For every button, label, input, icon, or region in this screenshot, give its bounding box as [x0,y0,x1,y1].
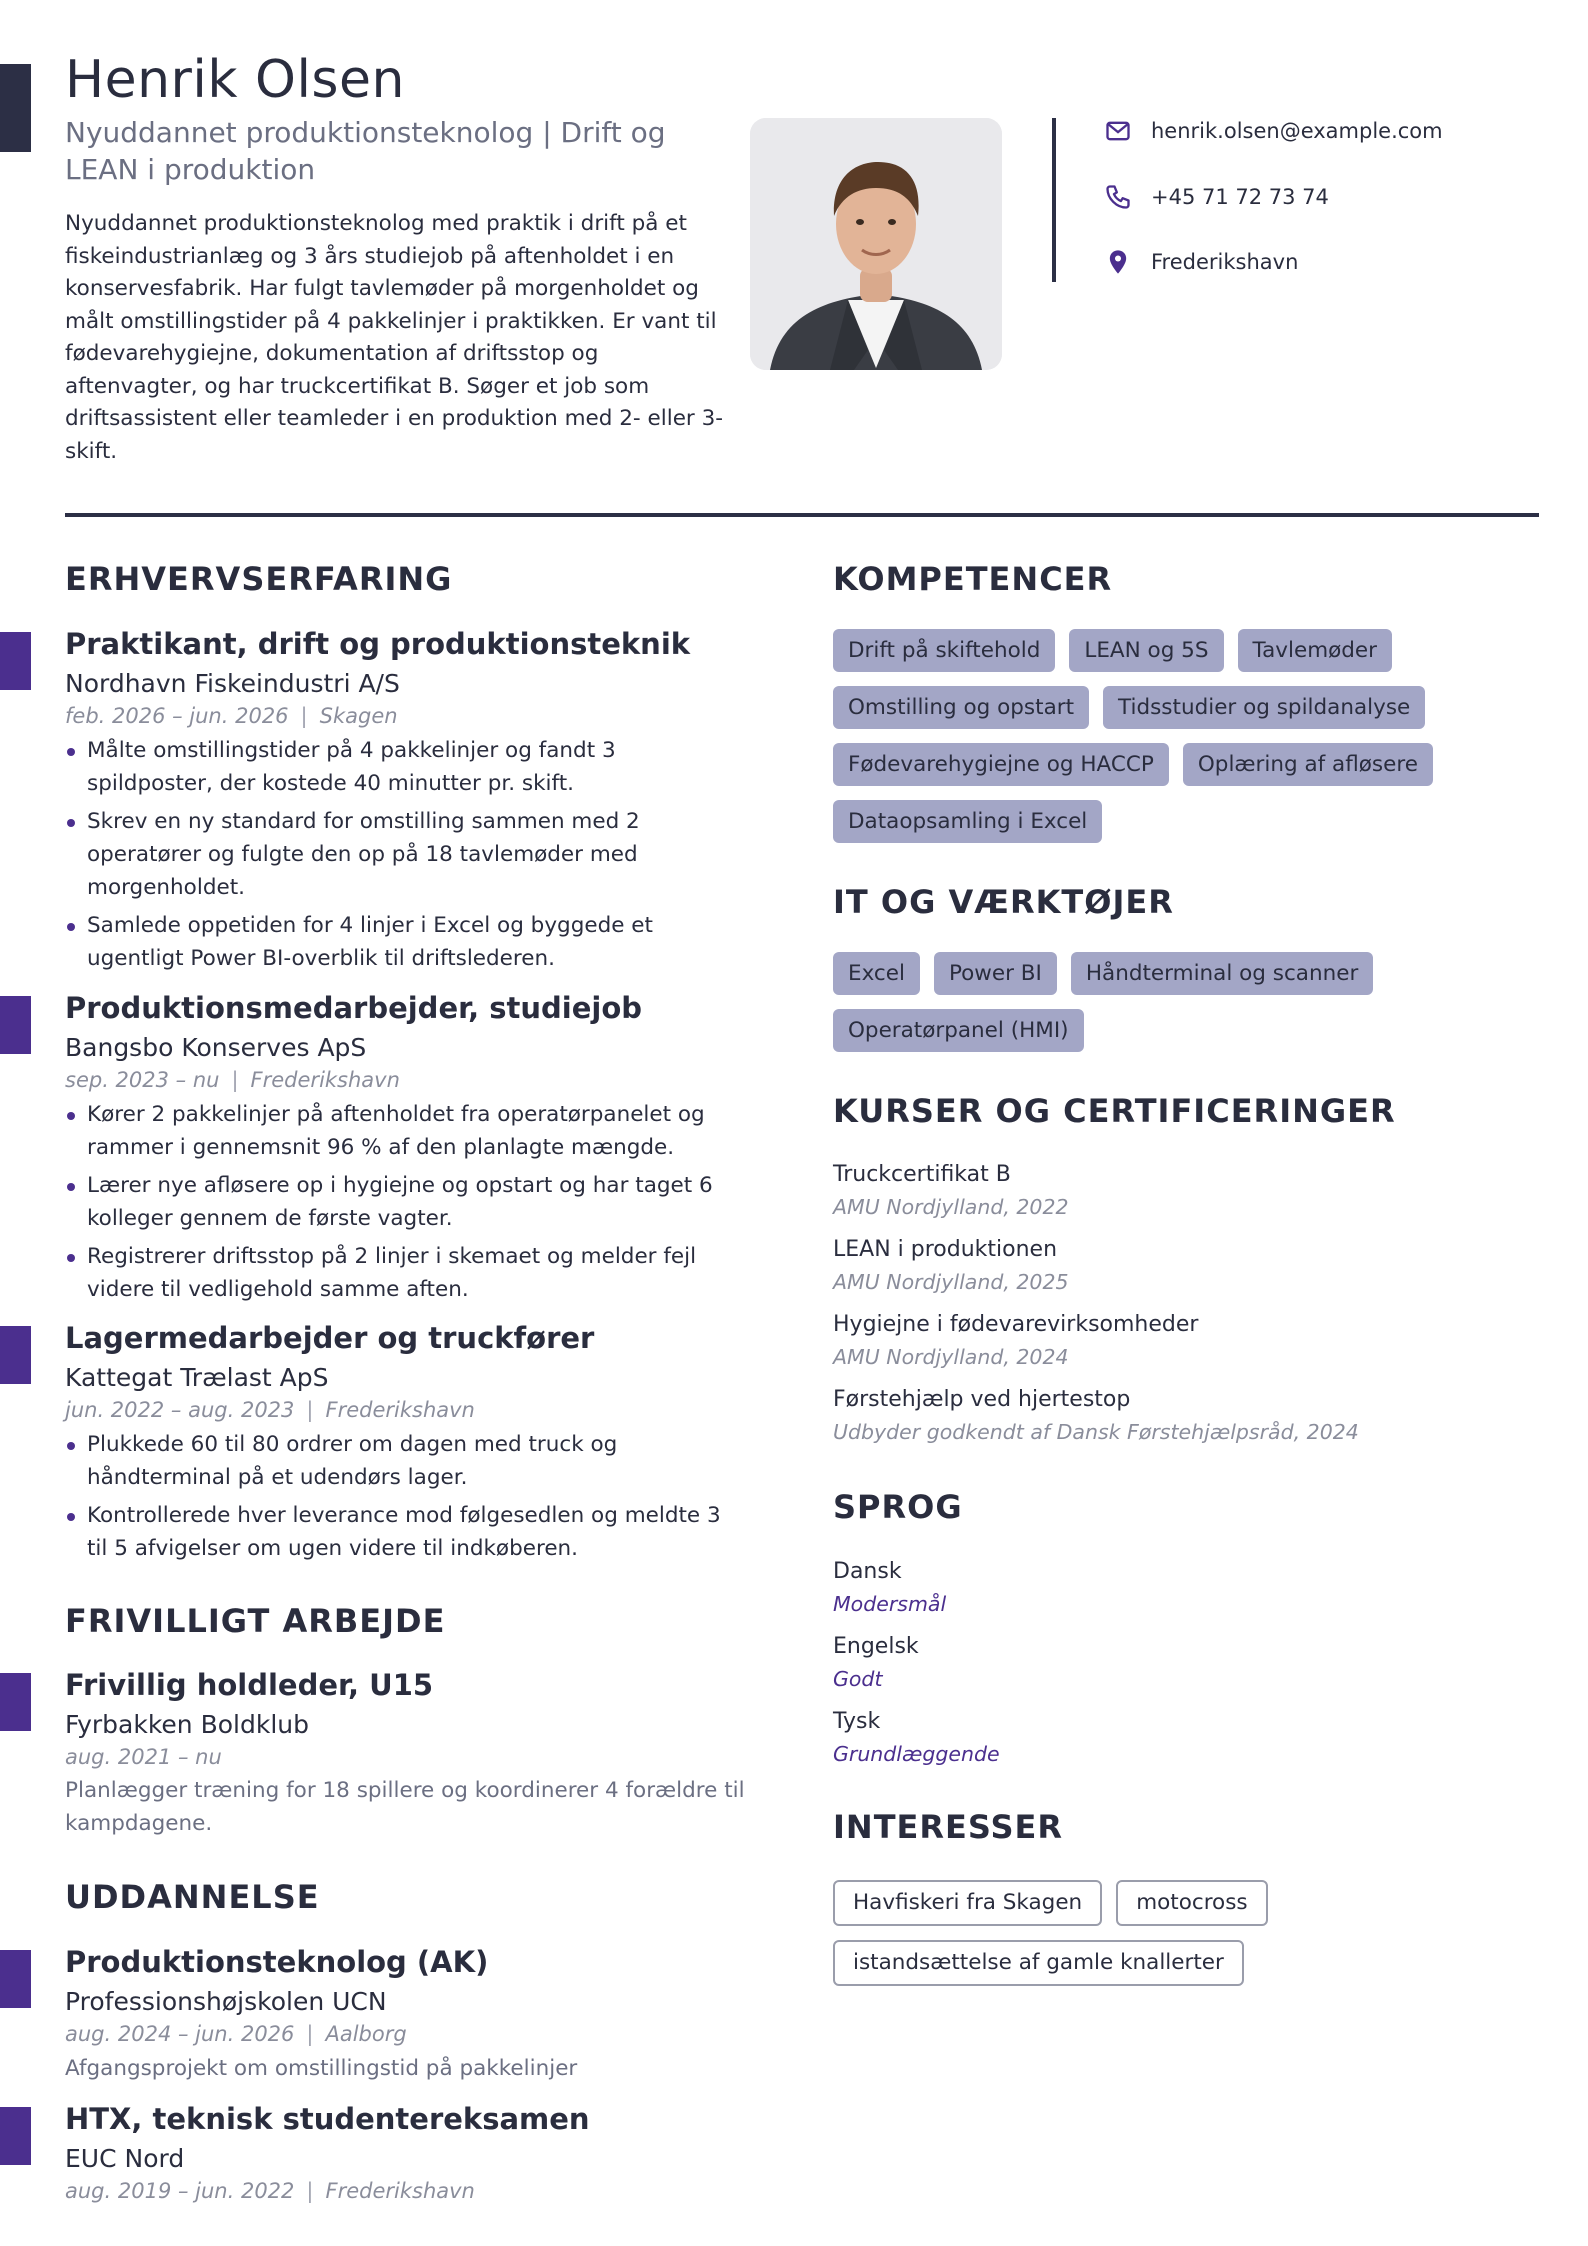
education-meta: aug. 2024 – jun. 2026 | Aalborg [65,2022,407,2046]
volunteer-description: Planlægger træning for 18 spillere og koordinerer 4 forældre til kampdagene. [65,1778,745,1836]
section-title-experience: ERHVERVSERFARING [65,560,453,598]
skill-tag: Omstilling og opstart [833,686,1089,729]
it-tool-tag: Operatørpanel (HMI) [833,1009,1084,1052]
section-title-it-tools: IT OG VÆRKTØJER [833,883,1174,921]
experience-employer: Nordhavn Fiskeindustri A/S [65,669,400,698]
language-level: Modersmål [833,1592,947,1616]
education-school: Professionshøjskolen UCN [65,1987,387,2016]
volunteer-title: Frivillig holdleder, U15 [65,1668,434,1702]
header-accent-bar [0,64,31,152]
course-provider: AMU Nordjylland, 2024 [833,1345,1069,1369]
interest-tag: motocross [1116,1880,1267,1926]
experience-bullets [65,734,745,980]
profile-summary: Nyuddannet produktionsteknolog med praktik i drift på et fiskeindustrianlæg og 3 års studiejob på aftenholdet i en konservesfabrik. Har fulgt tavlemøder på morgenholdet og målt omstillingstider på 4 pakkelinjer i praktikken. Er vant til fødevarehygiejne, dokumentation af driftsstop og aftenvagter, og har truckcertifikat B. Søger et job som driftsassistent eller teamleder i en produktion med 2- eller 3-skift. [65,211,724,464]
section-title-volunteer: FRIVILLIGT ARBEJDE [65,1602,446,1640]
phone-text: +45 71 72 73 74 [1151,185,1329,209]
it-tools-list [833,952,1523,1052]
entry-accent-bar [0,632,31,690]
volunteer-organization: Fyrbakken Boldklub [65,1710,309,1739]
experience-bullets [65,1098,745,1311]
section-title-languages: SPROG [833,1488,963,1526]
language-name: Engelsk [833,1634,919,1659]
it-tool-tag: Excel [833,952,920,995]
education-school: EUC Nord [65,2144,185,2173]
phone-icon [1104,183,1132,211]
course-provider: Udbyder godkendt af Dansk Førstehjælpsråd, 2024 [833,1420,1359,1444]
entry-accent-bar [0,996,31,1054]
skill-tag: Tidsstudier og spildanalyse [1103,686,1425,729]
contact-email[interactable] [1104,117,1524,145]
bullet-item: Registrerer driftsstop på 2 linjer i skemaet og melder fejl videre til vedligehold samme aften. [65,1240,745,1306]
profile-photo [750,118,1002,370]
skill-tag: Tavlemøder [1238,629,1393,672]
entry-accent-bar [0,1673,31,1731]
experience-meta: feb. 2026 – jun. 2026 | Skagen [65,704,398,728]
candidate-headline: Nyuddannet produktionsteknolog | Drift og LEAN i produktion [65,116,666,186]
language-name: Dansk [833,1559,902,1584]
experience-title: Praktikant, drift og produktionsteknik [65,627,691,661]
education-meta: aug. 2019 – jun. 2022 | Frederikshavn [65,2179,475,2203]
header-divider [65,513,1539,517]
experience-employer: Kattegat Trælast ApS [65,1363,329,1392]
course-name: Truckcertifikat B [833,1162,1011,1187]
bullet-item: Kører 2 pakkelinjer på aftenholdet fra operatørpanelet og rammer i gennemsnit 96 % af den planlagte mængde. [65,1098,745,1164]
section-title-courses: KURSER OG CERTIFICERINGER [833,1092,1396,1130]
it-tool-tag: Power BI [934,952,1057,995]
course-name: Hygiejne i fødevarevirksomheder [833,1312,1199,1337]
education-description: Afgangsprojekt om omstillingstid på pakkelinjer [65,2056,578,2081]
language-level: Godt [833,1667,883,1691]
interest-tag: istandsættelse af gamle knallerter [833,1940,1244,1986]
experience-meta: jun. 2022 – aug. 2023 | Frederikshavn [65,1398,475,1422]
experience-title: Lagermedarbejder og truckfører [65,1321,595,1355]
section-title-education: UDDANNELSE [65,1878,320,1916]
course-provider: AMU Nordjylland, 2025 [833,1270,1069,1294]
portrait-illustration [750,118,1002,370]
bullet-item: Kontrollerede hver leverance mod følgesedlen og meldte 3 til 5 afvigelser om ugen videre til indkøberen. [65,1499,745,1565]
language-name: Tysk [833,1709,881,1734]
bullet-item: Plukkede 60 til 80 ordrer om dagen med truck og håndterminal på et udendørs lager. [65,1428,745,1494]
education-degree: Produktionsteknolog (AK) [65,1945,489,1979]
bullet-item: Målte omstillingstider på 4 pakkelinjer og fandt 3 spildposter, der kostede 40 minutter pr. skift. [65,734,745,800]
location-text: Frederikshavn [1151,250,1299,274]
interests-list [833,1880,1453,1986]
experience-dates: feb. 2026 – jun. 2026 [65,704,289,728]
course-name: LEAN i produktionen [833,1237,1058,1262]
location-pin-icon [1104,248,1132,276]
skill-tag: Fødevarehygiejne og HACCP [833,743,1169,786]
course-provider: AMU Nordjylland, 2022 [833,1195,1069,1219]
language-level: Grundlæggende [833,1742,1000,1766]
skill-tag: Oplæring af afløsere [1183,743,1433,786]
experience-place: Skagen [319,704,398,728]
experience-meta: sep. 2023 – nu | Frederikshavn [65,1068,400,1092]
bullet-item: Skrev en ny standard for omstilling sammen med 2 operatører og fulgte den op på 18 tavlemøder med morgenholdet. [65,805,745,904]
education-place: Aalborg [325,2022,407,2046]
education-place: Frederikshavn [325,2179,475,2203]
candidate-name: Henrik Olsen [65,50,405,110]
skill-tag: Drift på skiftehold [833,629,1055,672]
entry-accent-bar [0,1950,31,2008]
skill-tag: LEAN og 5S [1069,629,1223,672]
contact-location [1104,248,1524,276]
skills-list [833,629,1523,843]
experience-bullets [65,1428,745,1570]
course-name: Førstehjælp ved hjertestop [833,1387,1131,1412]
interest-tag: Havfiskeri fra Skagen [833,1880,1102,1926]
education-degree: HTX, teknisk studentereksamen [65,2102,590,2136]
contact-divider [1052,118,1056,282]
section-title-skills: KOMPETENCER [833,560,1113,598]
bullet-item: Lærer nye afløsere op i hygiejne og opstart og har taget 6 kolleger gennem de første vagter. [65,1169,745,1235]
it-tool-tag: Håndterminal og scanner [1071,952,1373,995]
education-dates: aug. 2024 – jun. 2026 [65,2022,295,2046]
skill-tag: Dataopsamling i Excel [833,800,1102,843]
experience-place: Frederikshavn [325,1398,475,1422]
email-text: henrik.olsen@example.com [1151,119,1443,143]
experience-dates: sep. 2023 – nu [65,1068,220,1092]
experience-place: Frederikshavn [250,1068,400,1092]
entry-accent-bar [0,2107,31,2165]
bullet-item: Samlede oppetiden for 4 linjer i Excel og byggede et ugentligt Power BI-overblik til driftslederen. [65,909,745,975]
volunteer-dates: aug. 2021 – nu [65,1745,222,1769]
experience-dates: jun. 2022 – aug. 2023 [65,1398,295,1422]
entry-accent-bar [0,1326,31,1384]
education-dates: aug. 2019 – jun. 2022 [65,2179,295,2203]
mail-icon [1104,117,1132,145]
contact-phone[interactable] [1104,183,1524,211]
section-title-interests: INTERESSER [833,1808,1064,1846]
experience-title: Produktionsmedarbejder, studiejob [65,991,643,1025]
experience-employer: Bangsbo Konserves ApS [65,1033,367,1062]
